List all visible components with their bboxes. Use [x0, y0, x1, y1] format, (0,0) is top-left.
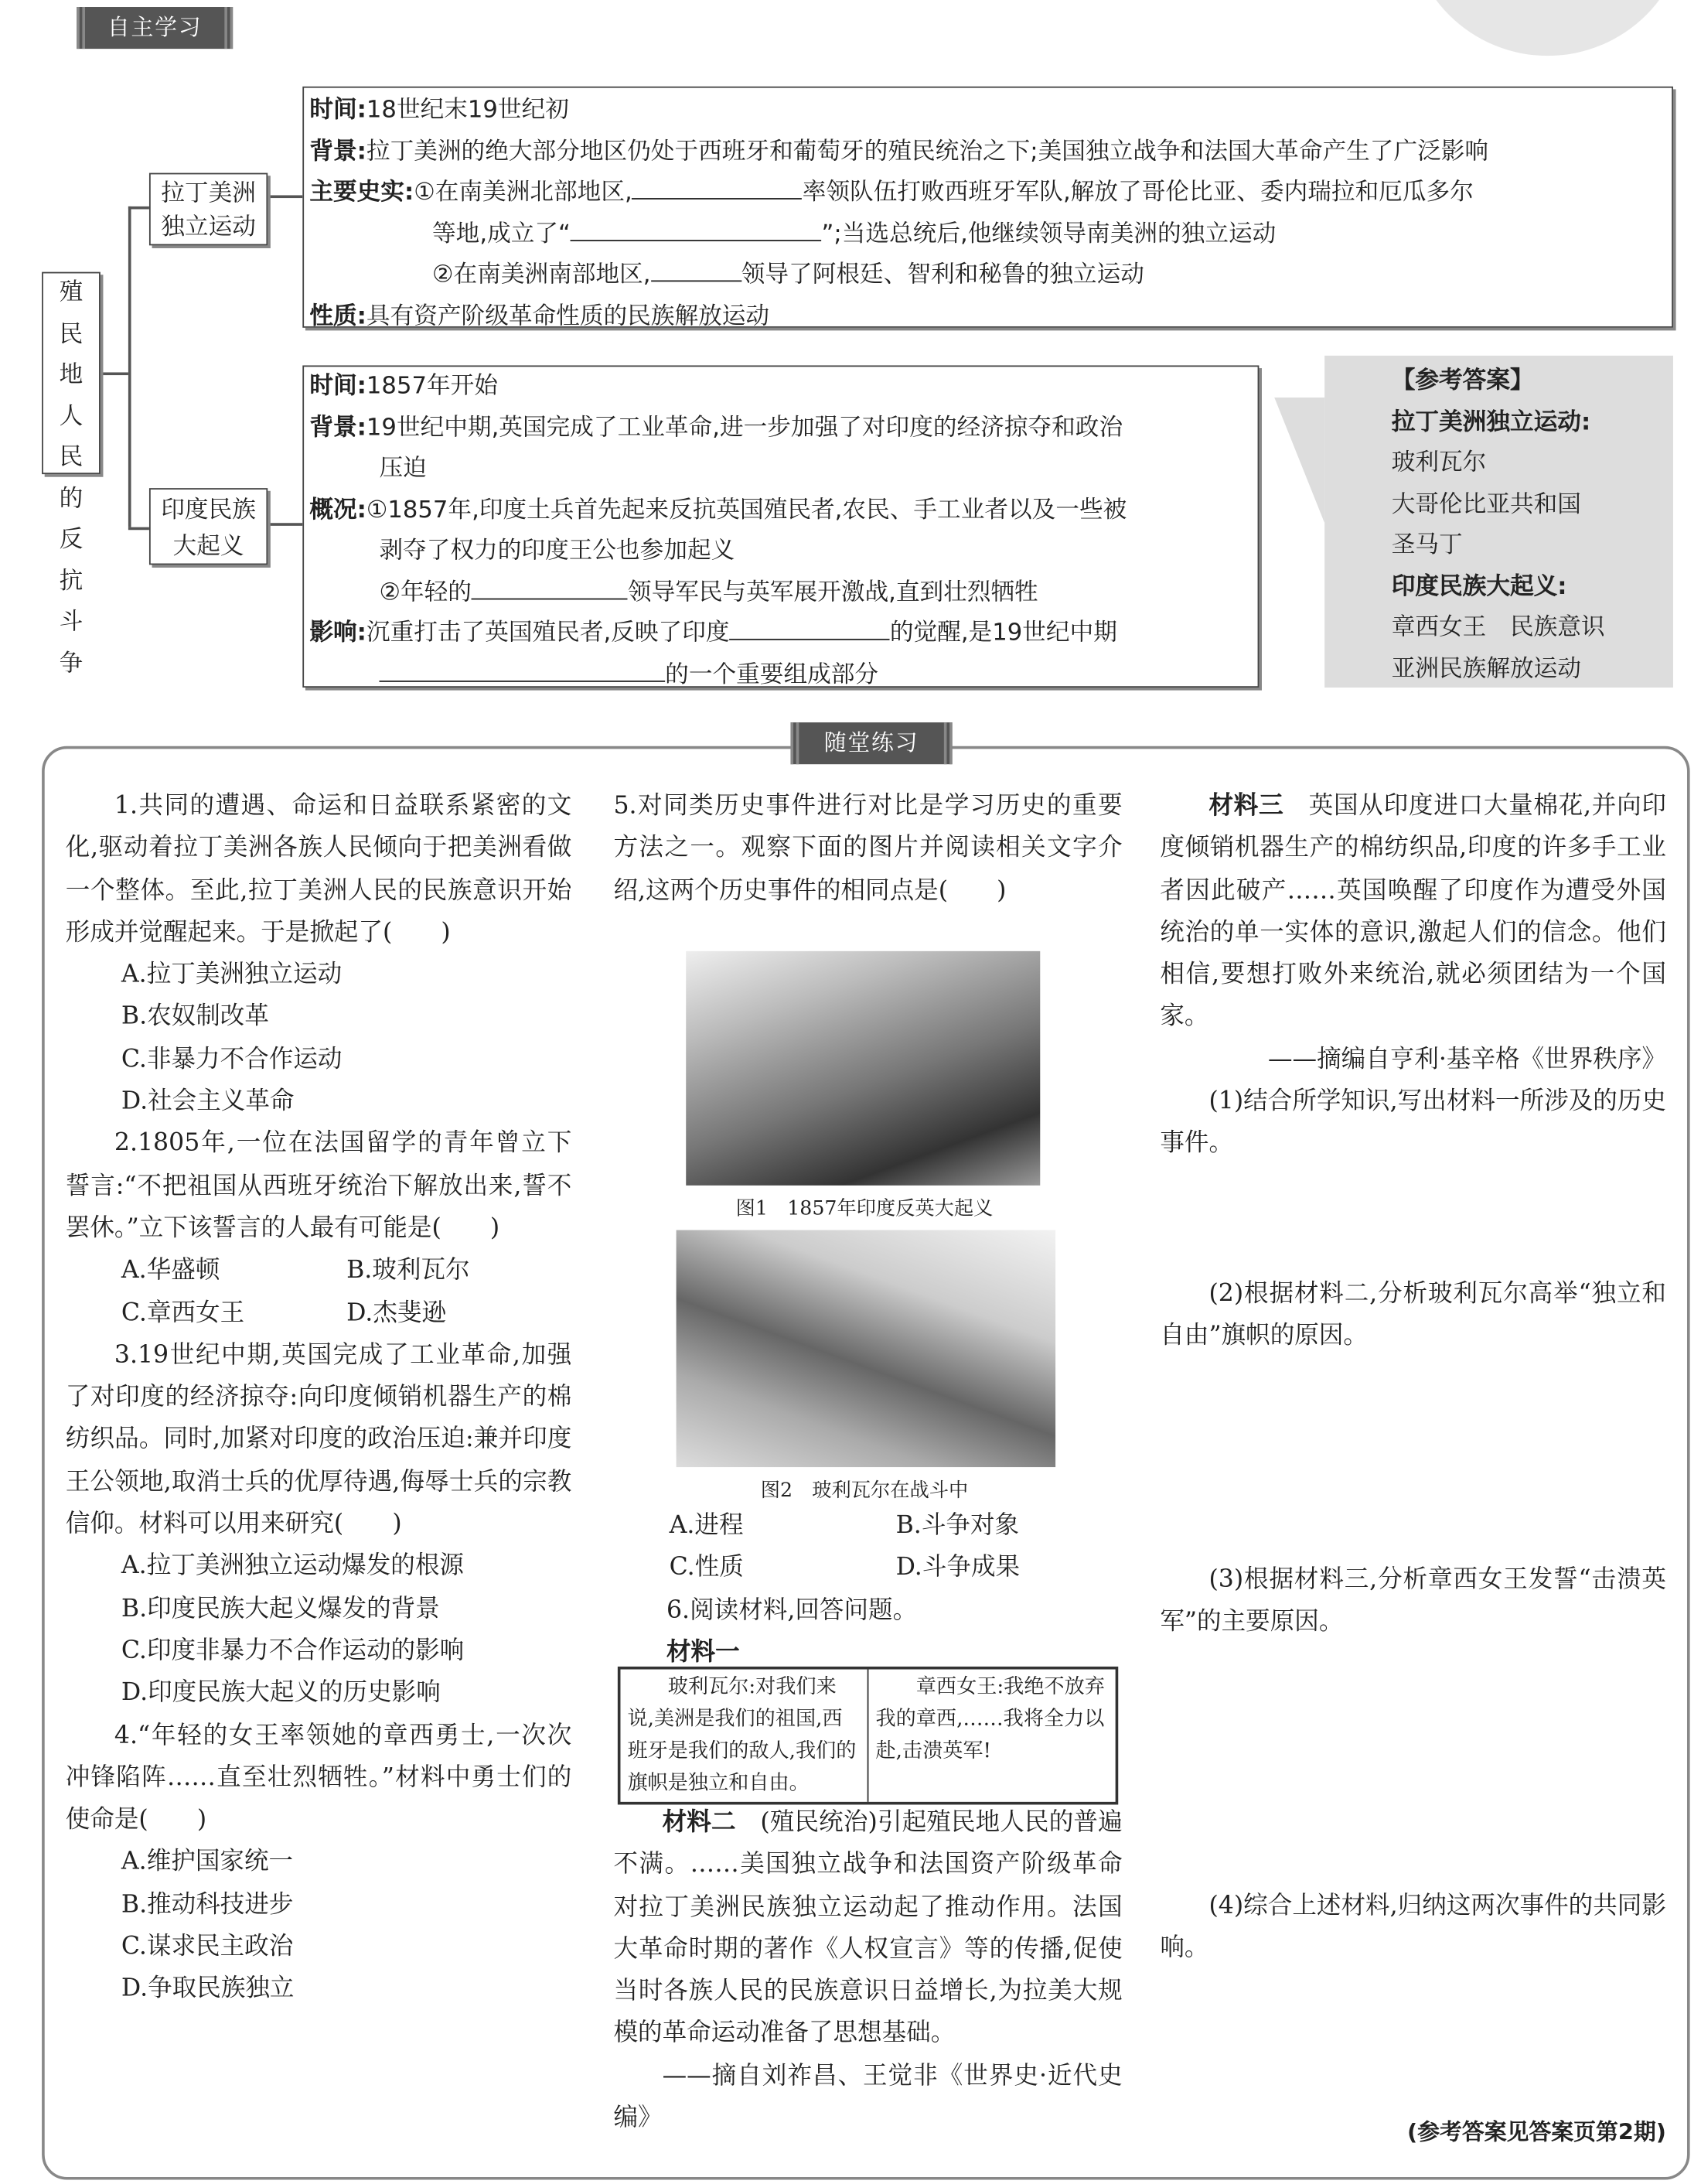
option[interactable]: A.进程 — [669, 1511, 744, 1540]
option[interactable]: A.华盛顿 — [121, 1257, 220, 1285]
sub-question-4 — [1160, 1885, 1666, 1970]
answer-heading: 拉丁美洲独立运动: — [1391, 408, 1591, 436]
figure-indian-rebellion-image — [686, 951, 1040, 1186]
option[interactable]: A.拉丁美洲独立运动 — [121, 961, 343, 989]
option[interactable]: B.玻利瓦尔 — [346, 1257, 470, 1285]
option[interactable]: D.社会主义革命 — [121, 1087, 295, 1116]
sub-question-3-text: (3)根据材料三,分析章西女王发誓“击溃英军”的主要原因。 — [1160, 1566, 1666, 1636]
answer-item: 圣马丁 — [1391, 531, 1463, 560]
material-2 — [613, 1802, 1122, 2140]
question-2: 2.1805年,一位在法国留学的青年曾立下誓言:“不把祖国从西班牙统治下解放出来,誓不罢休。”立下该誓言的人最有可能是( ) — [65, 1130, 572, 1243]
option[interactable]: D.印度民族大起义的历史影响 — [121, 1679, 441, 1708]
material-1-heading: 材料一 — [666, 1638, 740, 1667]
practice-badge: 随堂练习 — [790, 722, 952, 764]
self-study-badge: 自主学习 — [77, 7, 233, 49]
fill-blank[interactable] — [651, 258, 741, 282]
sub-question-1: (1)结合所学知识,写出材料一所涉及的历史事件。 — [1160, 1087, 1666, 1159]
figure-bolivar-battle-image — [677, 1230, 1055, 1468]
answer-title: 【参考答案】 — [1391, 367, 1534, 395]
fact-text: 等地,成立了“ — [432, 220, 571, 248]
root-topic-box: 殖民地人民的反抗斗争 — [42, 272, 101, 474]
background-text: 拉丁美洲的绝大部分地区仍处于西班牙和葡萄牙的殖民统治之下;美国独立战争和法国大革命产生了广泛影响 — [366, 137, 1489, 166]
sub-question-3 — [1160, 1559, 1666, 1643]
overview-text: 领导军民与英军展开激战,直到壮烈牺牲 — [627, 578, 1038, 606]
option[interactable]: A.维护国家统一 — [121, 1848, 294, 1877]
material-3-text: 英国从印度进口大量棉花,并向印度倾销机器生产的棉纺织品,印度的许多手工业者因此破产……英国唤醒了印度作为遭受外国统治的单一实体的意识,激起人们的信念。他们相信,要想打败外来统治,就必须团结为一个国家。 — [1160, 792, 1666, 1032]
fill-blank[interactable] — [632, 176, 803, 200]
label: 背景: — [309, 413, 366, 442]
label: 背景: — [309, 137, 366, 166]
answer-heading: 印度民族大起义: — [1391, 572, 1567, 601]
decorative-circle — [1408, 0, 1687, 56]
option[interactable]: D.争取民族独立 — [121, 1975, 295, 2004]
material-2-text: (殖民统治)引起殖民地人民的普遍不满。……美国独立战争和法国资产阶级革命对拉丁美洲民族独立运动起了推动作用。法国大革命时期的著作《人权宣言》等的传播,促使当时各族人民的民族意识日益增长,为拉美大规模的革命运动准备了思想基础。 — [613, 1808, 1123, 2049]
label: 性质: — [309, 302, 366, 330]
latin-america-topic-box: 拉丁美洲独立运动 — [149, 173, 268, 246]
fact-text: ”;当选总统后,他继续领导南美洲的独立运动 — [821, 220, 1277, 248]
connector — [101, 372, 128, 374]
overview-text: 剥夺了权力的印度王公也参加起义 — [379, 537, 735, 565]
connector — [128, 206, 131, 527]
overview-text: ②年轻的 — [379, 578, 472, 606]
question-3: 3.19世纪中期,英国完成了工业革命,加强了对印度的经济掠夺:向印度倾销机器生产的棉纺织品。同时,加紧对印度的政治压迫:兼并印度王公领地,取消士兵的优厚待遇,侮辱士兵的宗教信仰。材料可以用来研究( ) — [65, 1341, 572, 1539]
latin-america-details — [302, 87, 1673, 328]
label: 影响: — [309, 619, 366, 647]
reference-answer-box — [1324, 356, 1673, 688]
material-2-heading: 材料二 — [662, 1808, 736, 1837]
option[interactable]: B.农奴制改革 — [121, 1003, 269, 1032]
option[interactable]: B.印度民族大起义爆发的背景 — [121, 1595, 440, 1623]
overview-text: ①1857年,印度土兵首先起来反抗英国殖民者,农民、手工业者以及一些被 — [366, 496, 1127, 524]
rani-quote: 章西女王:我绝不放弃我的章西,……我将全力以赴,击溃英军! — [868, 1670, 1116, 1802]
option[interactable]: C.性质 — [669, 1554, 744, 1582]
option[interactable]: B.斗争对象 — [895, 1511, 1020, 1540]
material-2-source: ——摘自刘祚昌、王觉非《世界史·近代史编》 — [613, 2062, 1123, 2133]
background-text: 压迫 — [379, 454, 427, 483]
nature-text: 具有资产阶级革命性质的民族解放运动 — [366, 302, 770, 330]
fact-text: ①在南美洲北部地区, — [414, 178, 632, 206]
bolivar-quote: 玻利瓦尔:对我们来说,美洲是我们的祖国,西班牙是我们的敌人,我们的旗帜是独立和自由。 — [627, 1676, 857, 1795]
option[interactable]: C.章西女王 — [121, 1298, 245, 1327]
label: 时间: — [309, 372, 366, 401]
sub-question-4-text: (4)综合上述材料,归纳这两次事件的共同影响。 — [1160, 1892, 1666, 1963]
column-2-lower — [613, 1505, 1122, 1674]
connector — [128, 527, 149, 530]
fill-blank[interactable] — [571, 217, 822, 241]
answer-item: 大哥伦比亚共和国 — [1391, 490, 1581, 518]
figure-2-caption: 图2 玻利瓦尔在战斗中 — [760, 1479, 969, 1503]
question-1: 1.共同的遭遇、命运和日益联系紧密的文化,驱动着拉丁美洲各族人民倾向于把美洲看做一个整体。至此,拉丁美洲人民的民族意识开始形成并觉醒起来。于是掀起了( ) — [65, 792, 572, 947]
impact-text: 的一个重要组成部分 — [665, 660, 879, 688]
india-topic-box: 印度民族大起义 — [149, 488, 268, 565]
option[interactable]: A.拉丁美洲独立运动爆发的根源 — [121, 1552, 464, 1581]
time-text: 18世纪末19世纪初 — [366, 96, 569, 125]
answer-item: 亚洲民族解放运动 — [1391, 654, 1581, 683]
column-1 — [66, 785, 572, 2010]
material-3 — [1160, 785, 1666, 1165]
answer-item: 玻利瓦尔 — [1391, 449, 1487, 477]
india-details — [302, 365, 1259, 688]
connector — [268, 523, 302, 525]
question-5: 5.对同类历史事件进行对比是学习历史的重要方法之一。观察下面的图片并阅读相关文字介绍,这两个历史事件的相同点是( ) — [613, 792, 1123, 905]
option[interactable]: D.杰斐逊 — [346, 1298, 447, 1327]
time-text: 1857年开始 — [366, 372, 498, 401]
option[interactable]: B.推动科技进步 — [121, 1890, 294, 1919]
material-3-source: ——摘编自亨利·基辛格《世界秩序》 — [1267, 1046, 1666, 1074]
fact-text: 领导了阿根廷、智利和秘鲁的独立运动 — [741, 261, 1144, 289]
label: 主要史实: — [309, 178, 414, 206]
impact-text: 沉重打击了英国殖民者,反映了印度 — [366, 619, 730, 647]
answer-item: 章西女王 民族意识 — [1391, 613, 1605, 642]
label: 概况: — [309, 496, 366, 524]
fact-text: ②在南美洲南部地区, — [432, 261, 651, 289]
sub-question-2-text: (2)根据材料二,分析玻利瓦尔高举“独立和自由”旗帜的原因。 — [1160, 1280, 1666, 1351]
option[interactable]: C.非暴力不合作运动 — [121, 1046, 343, 1074]
label: 时间: — [309, 96, 366, 125]
fill-blank[interactable] — [472, 575, 628, 599]
question-6: 6.阅读材料,回答问题。 — [666, 1596, 918, 1625]
material-1-table — [618, 1667, 1118, 1805]
background-text: 19世纪中期,英国完成了工业革命,进一步加强了对印度的经济掠夺和政治 — [366, 413, 1123, 442]
connector — [128, 206, 149, 209]
fact-text: 率领队伍打败西班牙军队,解放了哥伦比亚、委内瑞拉和厄瓜多尔 — [802, 178, 1474, 206]
question-4: 4.“年轻的女王率领她的章西勇士,一次次冲锋陷阵……直至壮烈牺牲。”材料中勇士们的使命是( ) — [65, 1722, 572, 1834]
speech-pointer — [1274, 398, 1324, 523]
fill-blank[interactable] — [379, 657, 665, 681]
fill-blank[interactable] — [730, 616, 890, 640]
option[interactable]: C.谋求民主政治 — [121, 1933, 294, 1961]
sub-question-2 — [1160, 1273, 1666, 1357]
figure-1-caption: 图1 1857年印度反英大起义 — [735, 1198, 994, 1220]
option[interactable]: C.印度非暴力不合作运动的影响 — [121, 1636, 465, 1666]
connector — [268, 195, 302, 197]
answer-page-note: (参考答案见答案页第2期) — [1406, 2118, 1666, 2145]
impact-text: 的觉醒,是19世纪中期 — [889, 619, 1117, 647]
option[interactable]: D.斗争成果 — [895, 1554, 1021, 1582]
material-3-heading: 材料三 — [1208, 792, 1284, 821]
